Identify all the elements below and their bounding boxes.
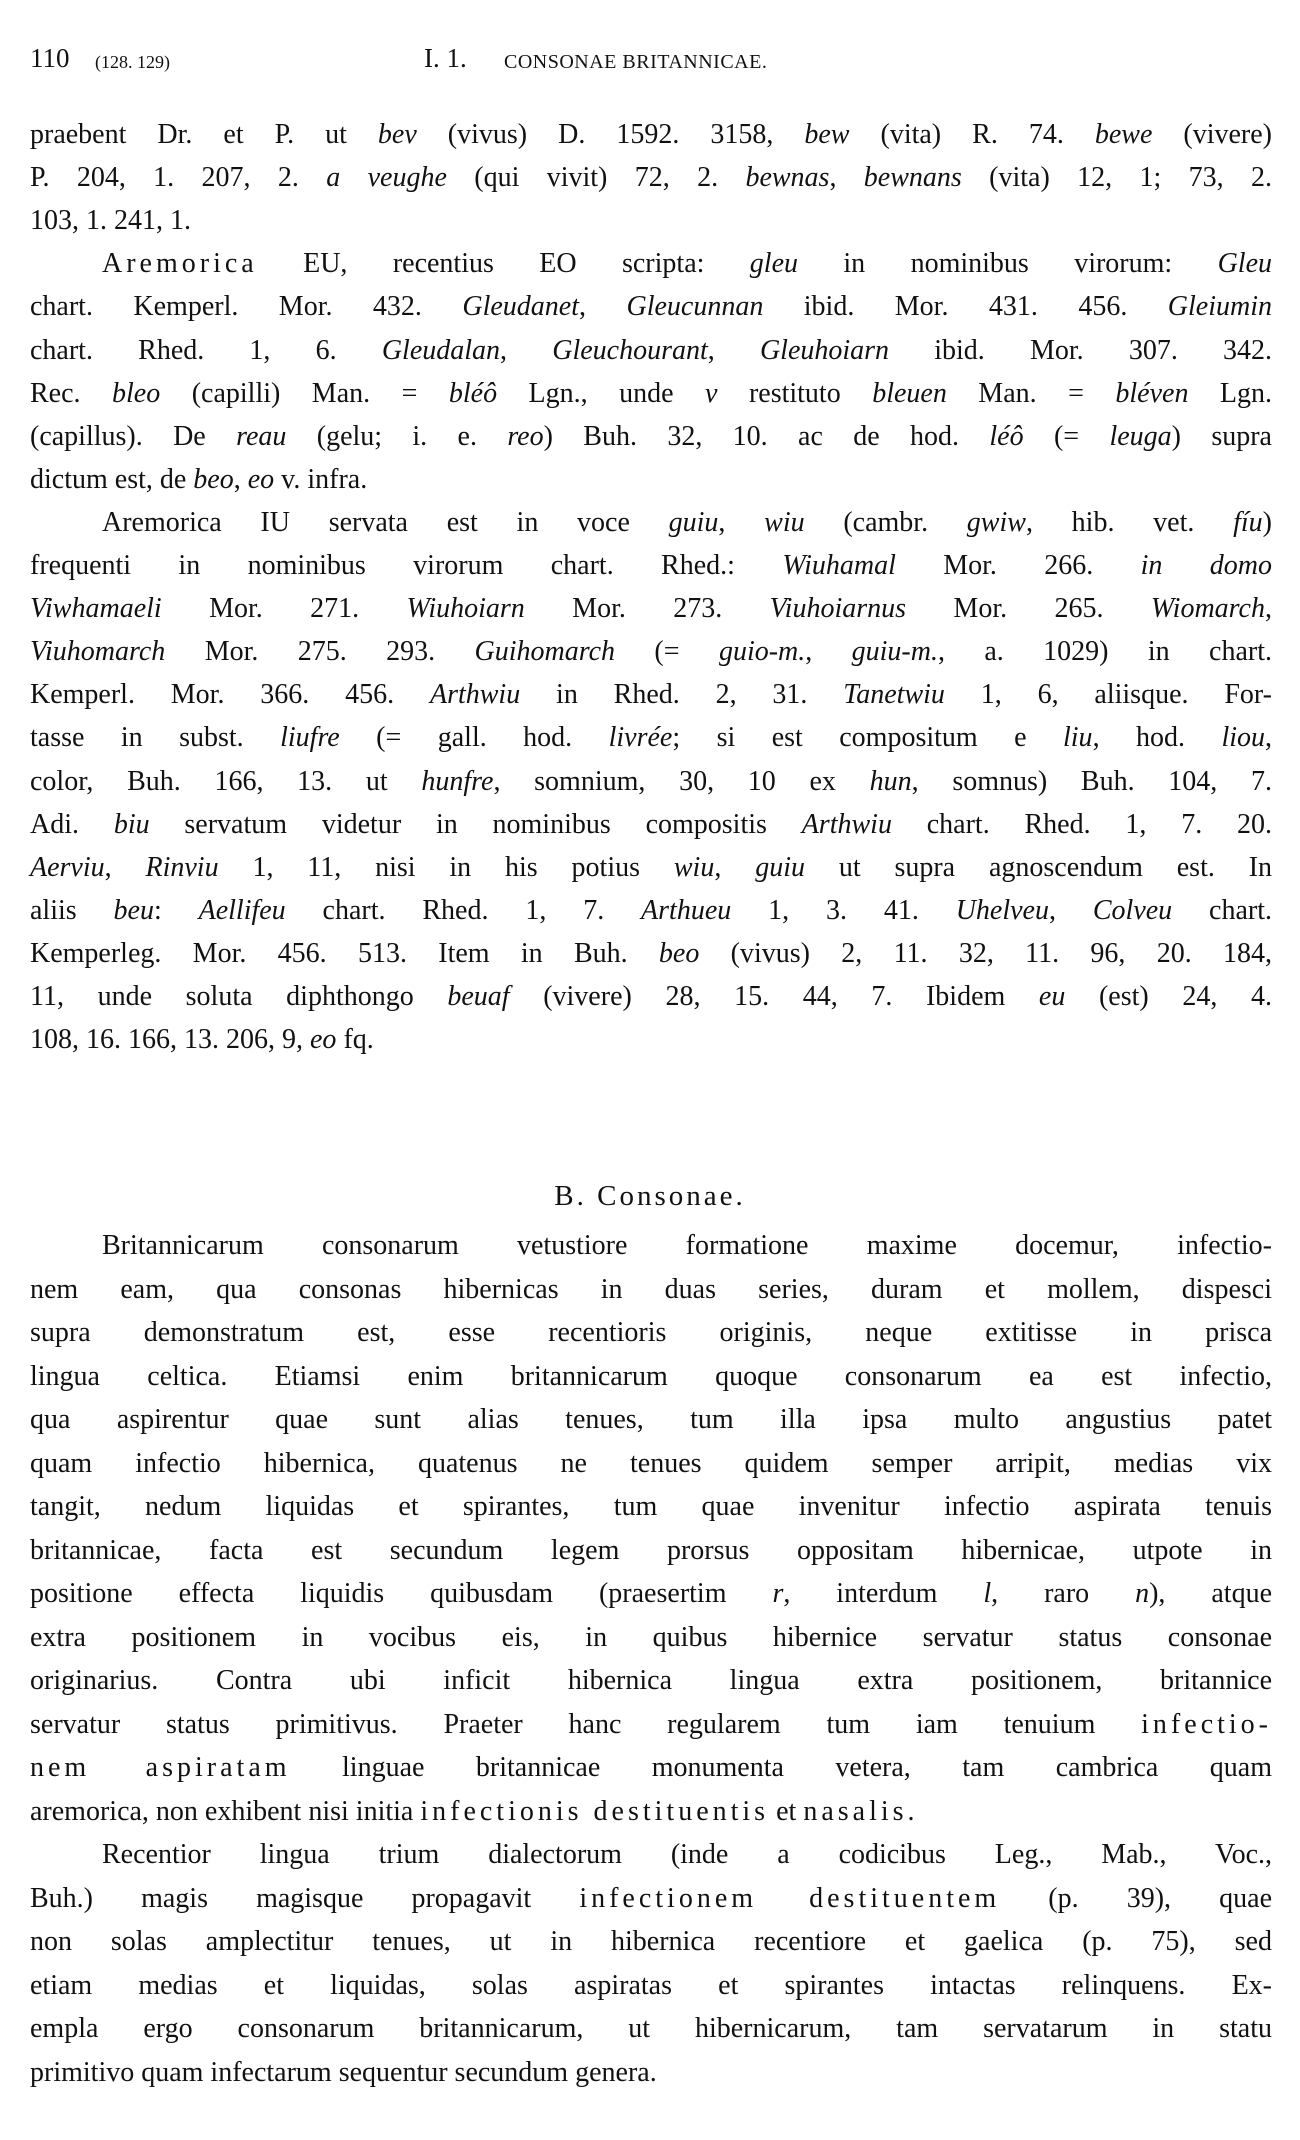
text-line — [102, 1835, 1272, 1875]
text-line — [30, 1574, 1272, 1614]
text-run: servatum videtur in nominibus compositis — [149, 808, 802, 840]
text-run: (qui vivit) 72, 2. — [446, 162, 746, 194]
text-run: chart. — [1172, 894, 1272, 926]
running-title: CONSONAE BRITANNICAE. — [504, 51, 768, 73]
text-run: (vita) R. 74. — [849, 119, 1095, 150]
text-run: ) supra — [1171, 420, 1272, 452]
text-line — [102, 244, 1272, 284]
text-run: in Rhed. 2, 31. — [520, 679, 844, 711]
text-run: restituto — [717, 377, 873, 409]
italic-term: Wiomarch — [1150, 593, 1265, 625]
italic-term: beu — [113, 894, 154, 926]
text-run: qua aspirentur quae sunt alias tenues, tum illa ipsa multo angustius patet — [30, 1404, 1272, 1435]
italic-term: liu — [1063, 722, 1093, 754]
text-line — [30, 2009, 1272, 2049]
text-line — [30, 417, 1272, 457]
text-run: empla ergo consonarum britannicarum, ut hibernicarum, tam servatarum in statu — [30, 2013, 1272, 2044]
text-run: Mor. 265. — [906, 593, 1151, 625]
text-run: 1, 3. 41. — [731, 894, 956, 926]
italic-term: v — [705, 377, 718, 409]
text-run: etiam medias et liquidas, solas aspiratas et spirantes intactas relinquens. Ex- — [30, 1969, 1272, 2001]
page-number: 110 — [30, 43, 70, 73]
text-run: 11, unde soluta diphthongo — [30, 981, 448, 1012]
italic-term: Viuhoiarnus — [769, 593, 907, 625]
text-run: (gelu; i. e. — [286, 420, 508, 452]
italic-term: Aerviu — [30, 851, 105, 883]
text-run: ) Buh. 32, 10. ac de hod. — [543, 420, 990, 452]
text-run: tangit, nedum liquidas et spirantes, tum quae invenitur infectio aspirata tenuis — [30, 1491, 1272, 1522]
text-line — [30, 158, 1272, 198]
text-line — [30, 201, 1272, 241]
text-line — [30, 1487, 1272, 1527]
italic-term: guio-m. — [718, 636, 806, 668]
text-run: fq. — [336, 1024, 374, 1056]
text-line — [30, 1748, 1272, 1788]
text-line — [30, 287, 1272, 327]
italic-term: bev — [377, 119, 417, 150]
text-run: , — [829, 162, 864, 194]
italic-term: wiu — [673, 851, 715, 883]
italic-term: Uhelveu — [955, 894, 1049, 926]
spaced-emphasis: infectionem destituentem — [579, 1882, 1001, 1914]
italic-term: bleuen — [872, 377, 947, 409]
text-line — [30, 460, 1272, 500]
italic-term: Viuhomarch — [30, 636, 166, 668]
italic-term: wiu — [764, 506, 805, 538]
text-run: Adi. — [30, 808, 114, 840]
text-run: Kemperleg. Mor. 456. 513. Item in Buh. — [30, 937, 659, 969]
text-run: , somnus) Buh. 104, 7. — [911, 765, 1272, 797]
italic-term: eu — [1038, 981, 1066, 1012]
text-run: , — [718, 506, 765, 538]
italic-term: Gleuhoiarn — [759, 334, 890, 366]
text-run: non solas amplectitur tenues, ut in hibernica recentiore et gaelica (p. 75), sed — [30, 1926, 1272, 1957]
spaced-emphasis: nem aspiratam — [30, 1752, 291, 1783]
italic-term: a veughe — [326, 162, 447, 194]
italic-term: Gleu — [1217, 248, 1273, 280]
text-run: Lgn. — [1188, 377, 1273, 409]
text-run: Britannicarum consonarum vetustiore formatione maxime docemur, infectio- — [102, 1230, 1272, 1261]
text-run: ibid. Mor. 431. 456. — [763, 291, 1168, 323]
italic-term: Viwhamaeli — [30, 593, 162, 625]
text-run: aremorica, non exhibent nisi initia — [30, 1795, 421, 1827]
text-run: praebent Dr. et P. ut — [30, 119, 378, 150]
italic-term: Gleiumin — [1167, 291, 1273, 323]
text-line — [30, 1705, 1272, 1745]
italic-term: reo — [507, 420, 544, 452]
text-run: (capilli) Man. = — [160, 377, 449, 409]
text-line — [30, 1618, 1272, 1658]
italic-term: guiu — [668, 506, 719, 538]
italic-term: l — [983, 1578, 992, 1609]
text-line — [30, 1531, 1272, 1571]
italic-term: guiu-m. — [851, 636, 938, 668]
text-run: supra demonstratum est, esse recentioris originis, neque extitisse in prisca — [30, 1317, 1272, 1348]
text-run: 1, 6, aliisque. For- — [944, 679, 1272, 711]
text-line — [30, 1879, 1272, 1919]
text-run: , hib. vet. — [1025, 506, 1234, 538]
italic-term: r — [772, 1578, 784, 1609]
text-line — [30, 1270, 1272, 1310]
text-run: dictum est, de — [30, 463, 194, 495]
italic-term: bewnas — [745, 162, 830, 194]
text-run: ibid. Mor. 307. 342. — [889, 334, 1273, 366]
text-run: Buh.) magis magisque propagavit — [30, 1882, 580, 1914]
text-run: Aremorica IU servata est in voce — [102, 506, 669, 538]
text-run: Rec. — [30, 377, 113, 409]
text-run: (capillus). De — [30, 420, 237, 452]
text-run: (vita) 12, 1; 73, 2. — [961, 162, 1272, 194]
text-run: (vivus) D. 1592. 3158, — [416, 119, 805, 150]
text-run: Lgn., unde — [497, 377, 706, 409]
text-run: , interdum — [783, 1578, 984, 1609]
italic-term: bewe — [1094, 119, 1153, 150]
section-heading: B. Consonae. — [554, 1180, 746, 1212]
spaced-emphasis: infectionis destituentis — [420, 1795, 770, 1827]
italic-term: beo — [193, 463, 234, 495]
text-run: lingua celtica. Etiamsi enim britannicarum quoque consonarum ea est infectio, — [30, 1360, 1272, 1392]
italic-term: bew — [804, 119, 850, 150]
page-references: (128. 129) — [95, 52, 170, 72]
text-run: (vivus) 2, 11. 32, 11. 96, 20. 184, — [699, 937, 1272, 969]
section-number: I. 1. — [424, 43, 467, 73]
text-run: chart. Rhed. 1, 7. — [285, 894, 642, 926]
text-line — [30, 331, 1272, 371]
italic-term: fíu — [1233, 506, 1263, 538]
text-run: , a. 1029) in chart. — [937, 636, 1273, 668]
text-run: , — [233, 463, 248, 495]
text-line — [30, 115, 1272, 155]
text-run: (vivere) — [1152, 119, 1273, 150]
italic-term: Rinviu — [145, 851, 219, 883]
italic-term: Wiuhoiarn — [406, 593, 525, 625]
italic-term: liufre — [280, 722, 340, 754]
text-run: ; si est compositum e — [672, 722, 1063, 754]
text-run: , somnium, 30, 10 ex — [493, 765, 870, 797]
text-run: , — [104, 851, 146, 883]
italic-term: Gleucunnan — [626, 291, 764, 323]
italic-term: gleu — [749, 248, 799, 280]
italic-term: Arthwiu — [429, 679, 521, 711]
italic-term: Colveu — [1092, 894, 1173, 926]
text-line — [30, 2053, 1272, 2093]
text-run: Recentior lingua trium dialectorum (inde a codicibus Leg., Mab., Voc., — [102, 1839, 1272, 1870]
italic-term: gwiw — [966, 506, 1026, 538]
text-run: (vivere) 28, 15. 44, 7. Ibidem — [509, 981, 1039, 1012]
text-line — [30, 675, 1272, 715]
text-run: Mor. 275. 293. — [165, 636, 475, 668]
italic-term: Gleudalan — [381, 334, 501, 366]
text-run: : — [153, 894, 199, 926]
italic-term: bleo — [112, 377, 161, 409]
text-run: in nominibus virorum: — [798, 248, 1218, 280]
text-line — [30, 1400, 1272, 1440]
text-run: (p. 39), quae — [1000, 1882, 1272, 1914]
italic-term: bléô — [448, 377, 498, 409]
text-line — [30, 1444, 1272, 1484]
text-run: , — [500, 334, 553, 366]
text-line — [30, 589, 1272, 629]
italic-term: Aellifeu — [198, 894, 286, 926]
text-run: , raro — [991, 1578, 1136, 1609]
text-run: (cambr. — [804, 506, 967, 538]
spaced-emphasis: nasalis. — [803, 1795, 919, 1827]
text-line — [30, 1661, 1272, 1701]
text-line — [30, 718, 1272, 758]
spaced-emphasis: Aremorica — [102, 248, 258, 280]
text-line — [30, 1922, 1272, 1962]
text-run: , — [1049, 894, 1093, 926]
italic-term: liou — [1221, 722, 1266, 754]
text-run: (= gall. hod. — [339, 722, 609, 754]
italic-term: in domo — [1140, 550, 1273, 581]
italic-term: Wiuhamal — [782, 550, 896, 581]
text-line — [30, 632, 1272, 672]
text-line — [30, 1313, 1272, 1353]
text-line — [30, 1020, 1272, 1060]
text-line — [30, 934, 1272, 974]
text-run: Kemperl. Mor. 366. 456. — [30, 679, 430, 711]
text-run: EU, recentius EO scripta: — [257, 248, 750, 280]
text-run: , — [805, 636, 852, 668]
text-run: Mor. 271. — [161, 593, 407, 625]
italic-term: leuga — [1109, 420, 1172, 452]
italic-term: Arthueu — [641, 894, 732, 926]
italic-term: Gleudanet — [462, 291, 580, 323]
text-run: aliis — [30, 894, 114, 926]
italic-term: bewnans — [863, 162, 962, 194]
text-run: primitivo quam infectarum sequentur secundum genera. — [30, 2056, 657, 2088]
italic-term: eo — [247, 463, 275, 495]
text-line — [30, 1357, 1272, 1397]
text-run: Mor. 273. — [524, 593, 770, 625]
text-run: nem eam, qua consonas hibernicas in duas series, duram et mollem, dispesci — [30, 1273, 1272, 1305]
italic-term: guiu — [755, 851, 805, 883]
text-run: , — [1264, 593, 1272, 625]
italic-term: biu — [113, 808, 150, 840]
text-run: chart. Rhed. 1, 7. 20. — [891, 808, 1273, 840]
text-run: , — [579, 291, 627, 323]
italic-term: léô — [989, 420, 1024, 452]
text-run: , hod. — [1092, 722, 1222, 754]
italic-term: Guihomarch — [474, 636, 616, 668]
text-run: ) — [1262, 506, 1272, 538]
text-run: chart. Rhed. 1, 6. — [30, 334, 382, 366]
text-run: britannicae, facta est secundum legem prorsus oppositam hibernicae, utpote in — [30, 1534, 1272, 1566]
text-line — [30, 1966, 1272, 2006]
text-run: Man. = — [946, 377, 1116, 409]
text-line — [30, 762, 1272, 802]
text-run: 1, 11, nisi in his potius — [218, 851, 674, 883]
text-line — [30, 546, 1272, 586]
text-run: ), atque — [1149, 1578, 1273, 1609]
text-run: frequenti in nominibus virorum chart. Rhed.: — [30, 550, 783, 581]
text-line — [30, 1792, 1272, 1832]
italic-term: beo — [658, 937, 700, 969]
spaced-emphasis: infectio- — [1141, 1708, 1272, 1740]
text-run: linguae britannicae monumenta vetera, tam cambrica quam — [290, 1752, 1272, 1783]
text-run: et — [769, 1795, 804, 1827]
text-run: color, Buh. 166, 13. ut — [30, 765, 422, 797]
text-run: chart. Kemperl. Mor. 432. — [30, 291, 463, 323]
text-run: 108, 16. 166, 13. 206, 9, — [30, 1024, 310, 1056]
text-run: P. 204, 1. 207, 2. — [30, 162, 327, 194]
text-run: 103, 1. 241, 1. — [30, 205, 191, 237]
text-line — [30, 805, 1272, 845]
text-run: v. infra. — [274, 463, 368, 495]
text-run: , — [714, 851, 756, 883]
text-run: (= — [1023, 420, 1110, 452]
text-line — [30, 977, 1272, 1017]
italic-term: livrée — [608, 722, 673, 754]
text-line — [30, 848, 1272, 888]
text-line — [102, 503, 1272, 543]
text-run: Mor. 266. — [895, 550, 1141, 581]
text-line — [102, 1226, 1272, 1266]
text-run: (= — [615, 636, 719, 668]
italic-term: Tanetwiu — [843, 679, 945, 711]
text-run: originarius. Contra ubi inficit hibernica lingua extra positionem, britannice — [30, 1665, 1272, 1696]
italic-term: hun — [869, 765, 912, 797]
text-run: , — [707, 334, 760, 366]
italic-term: Arthwiu — [801, 808, 892, 840]
text-run: extra positionem in vocibus eis, in quibus hibernice servatur status consonae — [30, 1621, 1272, 1653]
text-run: tasse in subst. — [30, 722, 281, 754]
text-line — [30, 891, 1272, 931]
italic-term: Gleuchourant — [552, 334, 708, 366]
text-run: ut supra agnoscendum est. In — [804, 851, 1273, 883]
italic-term: n — [1135, 1578, 1150, 1609]
text-line — [30, 374, 1272, 414]
italic-term: beuaf — [447, 981, 510, 1012]
italic-term: eo — [310, 1024, 337, 1056]
text-run: , — [1265, 722, 1273, 754]
text-run: (est) 24, 4. — [1065, 981, 1272, 1012]
italic-term: hunfre — [421, 765, 494, 797]
text-run: servatur status primitivus. Praeter hanc regularem tum iam tenuium — [30, 1708, 1142, 1740]
italic-term: bléven — [1115, 377, 1189, 409]
text-run: positione effecta liquidis quibusdam (praesertim — [30, 1578, 773, 1609]
italic-term: reau — [236, 420, 287, 452]
text-run: quam infectio hibernica, quatenus ne tenues quidem semper arripit, medias vix — [30, 1447, 1272, 1479]
